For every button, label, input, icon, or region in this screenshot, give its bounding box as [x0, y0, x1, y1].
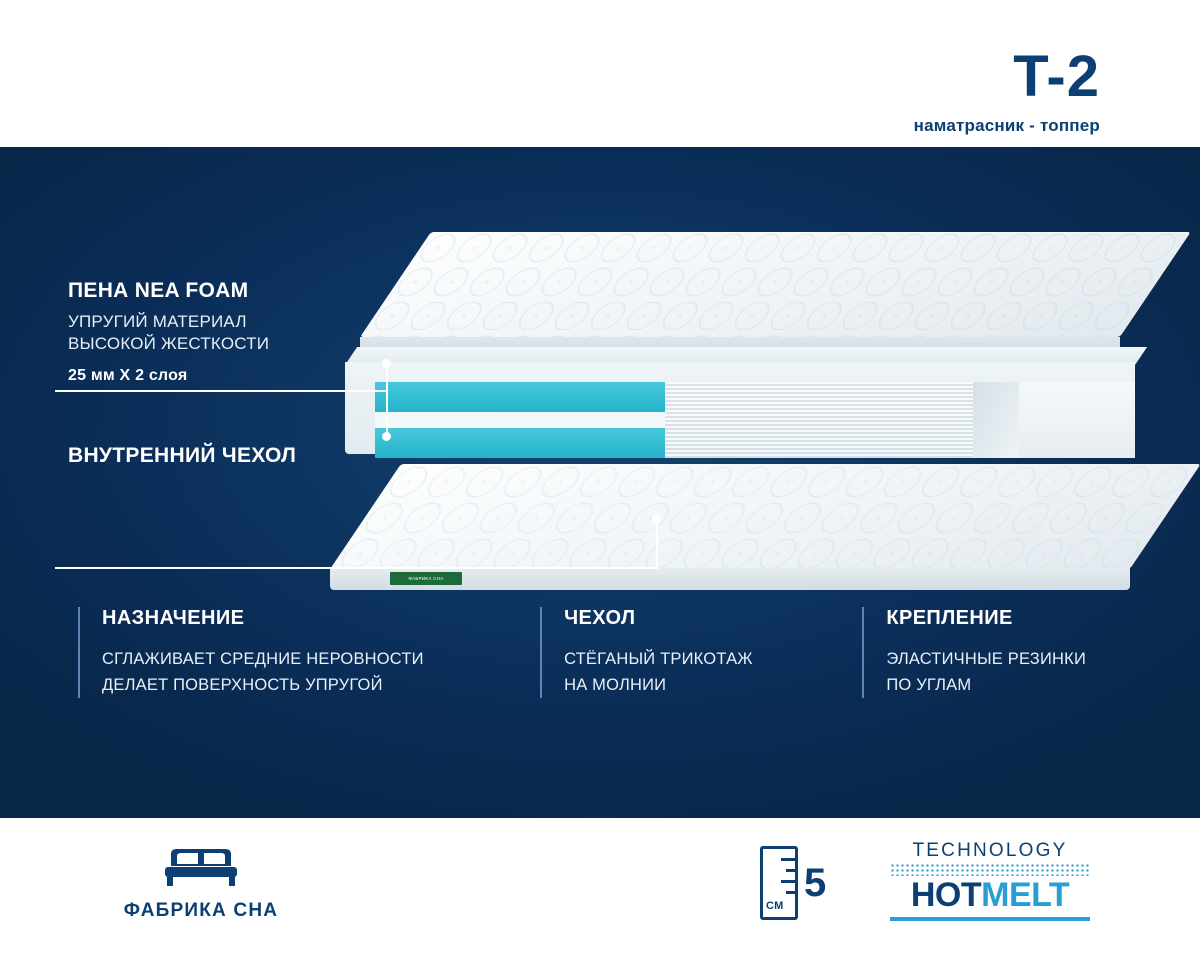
inner-core-front-face [345, 362, 1135, 454]
height-unit: СМ [766, 900, 784, 912]
ruler-icon [760, 846, 798, 920]
foam-sheet-1 [375, 382, 665, 412]
feature-fastening-line2: ПО УГЛАМ [886, 676, 972, 694]
hotmelt-underline [890, 917, 1090, 921]
outer-cover-top-face [330, 464, 1200, 569]
foam-layer-graphic [360, 232, 1120, 352]
page-title: T-2 [1013, 44, 1100, 109]
height-badge [760, 846, 826, 920]
foam-sheet-2 [375, 428, 665, 458]
page-subtitle: наматрасник - топпер [913, 116, 1100, 135]
foam-layer-desc-line2: ВЫСОКОЙ ЖЕСТКОСТИ [68, 334, 270, 353]
hotmelt-logo [890, 840, 1090, 921]
inner-cover-bevel [973, 382, 1019, 458]
feature-cover [540, 607, 862, 698]
feature-purpose-line1: СГЛАЖИВАЕТ СРЕДНИЕ НЕРОВНОСТИ [102, 650, 424, 668]
features-row [78, 607, 1138, 698]
inner-cover-title: ВНУТРЕННИЙ ЧЕХОЛ [68, 444, 297, 467]
foam-layer-title: ПЕНА NEA FOAM [68, 279, 249, 302]
foam-layer-top-face [360, 232, 1191, 337]
brand-logo [96, 840, 306, 922]
feature-purpose-title: НАЗНАЧЕНИЕ [102, 607, 245, 629]
feature-purpose-line2: ДЕЛАЕТ ПОВЕРХНОСТЬ УПРУГОЙ [102, 676, 383, 694]
hotmelt-technology-word: TECHNOLOGY [912, 840, 1068, 861]
foam-layer-desc-line1: УПРУГИЙ МАТЕРИАЛ [68, 312, 247, 331]
hotmelt-dot-pattern [890, 863, 1090, 876]
header [0, 0, 1200, 147]
quilted-core-section [665, 382, 975, 458]
bed-icon [163, 840, 239, 892]
outer-cover-graphic [330, 464, 1130, 594]
foam-callout-line-vertical [386, 363, 388, 437]
foam-layer-spec: 25 мм X 2 слоя [68, 367, 188, 384]
foam-callout-dot-2 [382, 432, 391, 441]
main-panel [0, 147, 1200, 818]
cover-callout-line-vertical [656, 519, 658, 569]
hotmelt-hot: HOT [910, 876, 982, 914]
product-illustration [330, 232, 1150, 652]
foam-sheet-divider [375, 412, 665, 428]
feature-purpose [78, 607, 540, 698]
hotmelt-melt: MELT [981, 876, 1070, 914]
feature-cover-title: ЧЕХОЛ [564, 607, 636, 629]
brand-name: ФАБРИКА СНА [123, 900, 279, 921]
feature-fastening-line1: ЭЛАСТИЧНЫЕ РЕЗИНКИ [886, 650, 1087, 668]
cover-callout-line-horizontal [55, 567, 658, 569]
feature-fastening [862, 607, 1138, 698]
height-value: 5 [804, 861, 827, 905]
brand-tag-label: ФАБРИКА СНА [390, 572, 462, 585]
inner-core-graphic [345, 347, 1135, 477]
hotmelt-wordmark [890, 878, 1090, 914]
feature-fastening-title: КРЕПЛЕНИЕ [886, 607, 1013, 629]
foam-callout-line-horizontal [55, 390, 387, 392]
foam-layer-callout [68, 279, 338, 385]
footer [0, 818, 1200, 954]
feature-cover-line1: СТЁГАНЫЙ ТРИКОТАЖ [564, 650, 753, 668]
feature-cover-line2: НА МОЛНИИ [564, 676, 667, 694]
